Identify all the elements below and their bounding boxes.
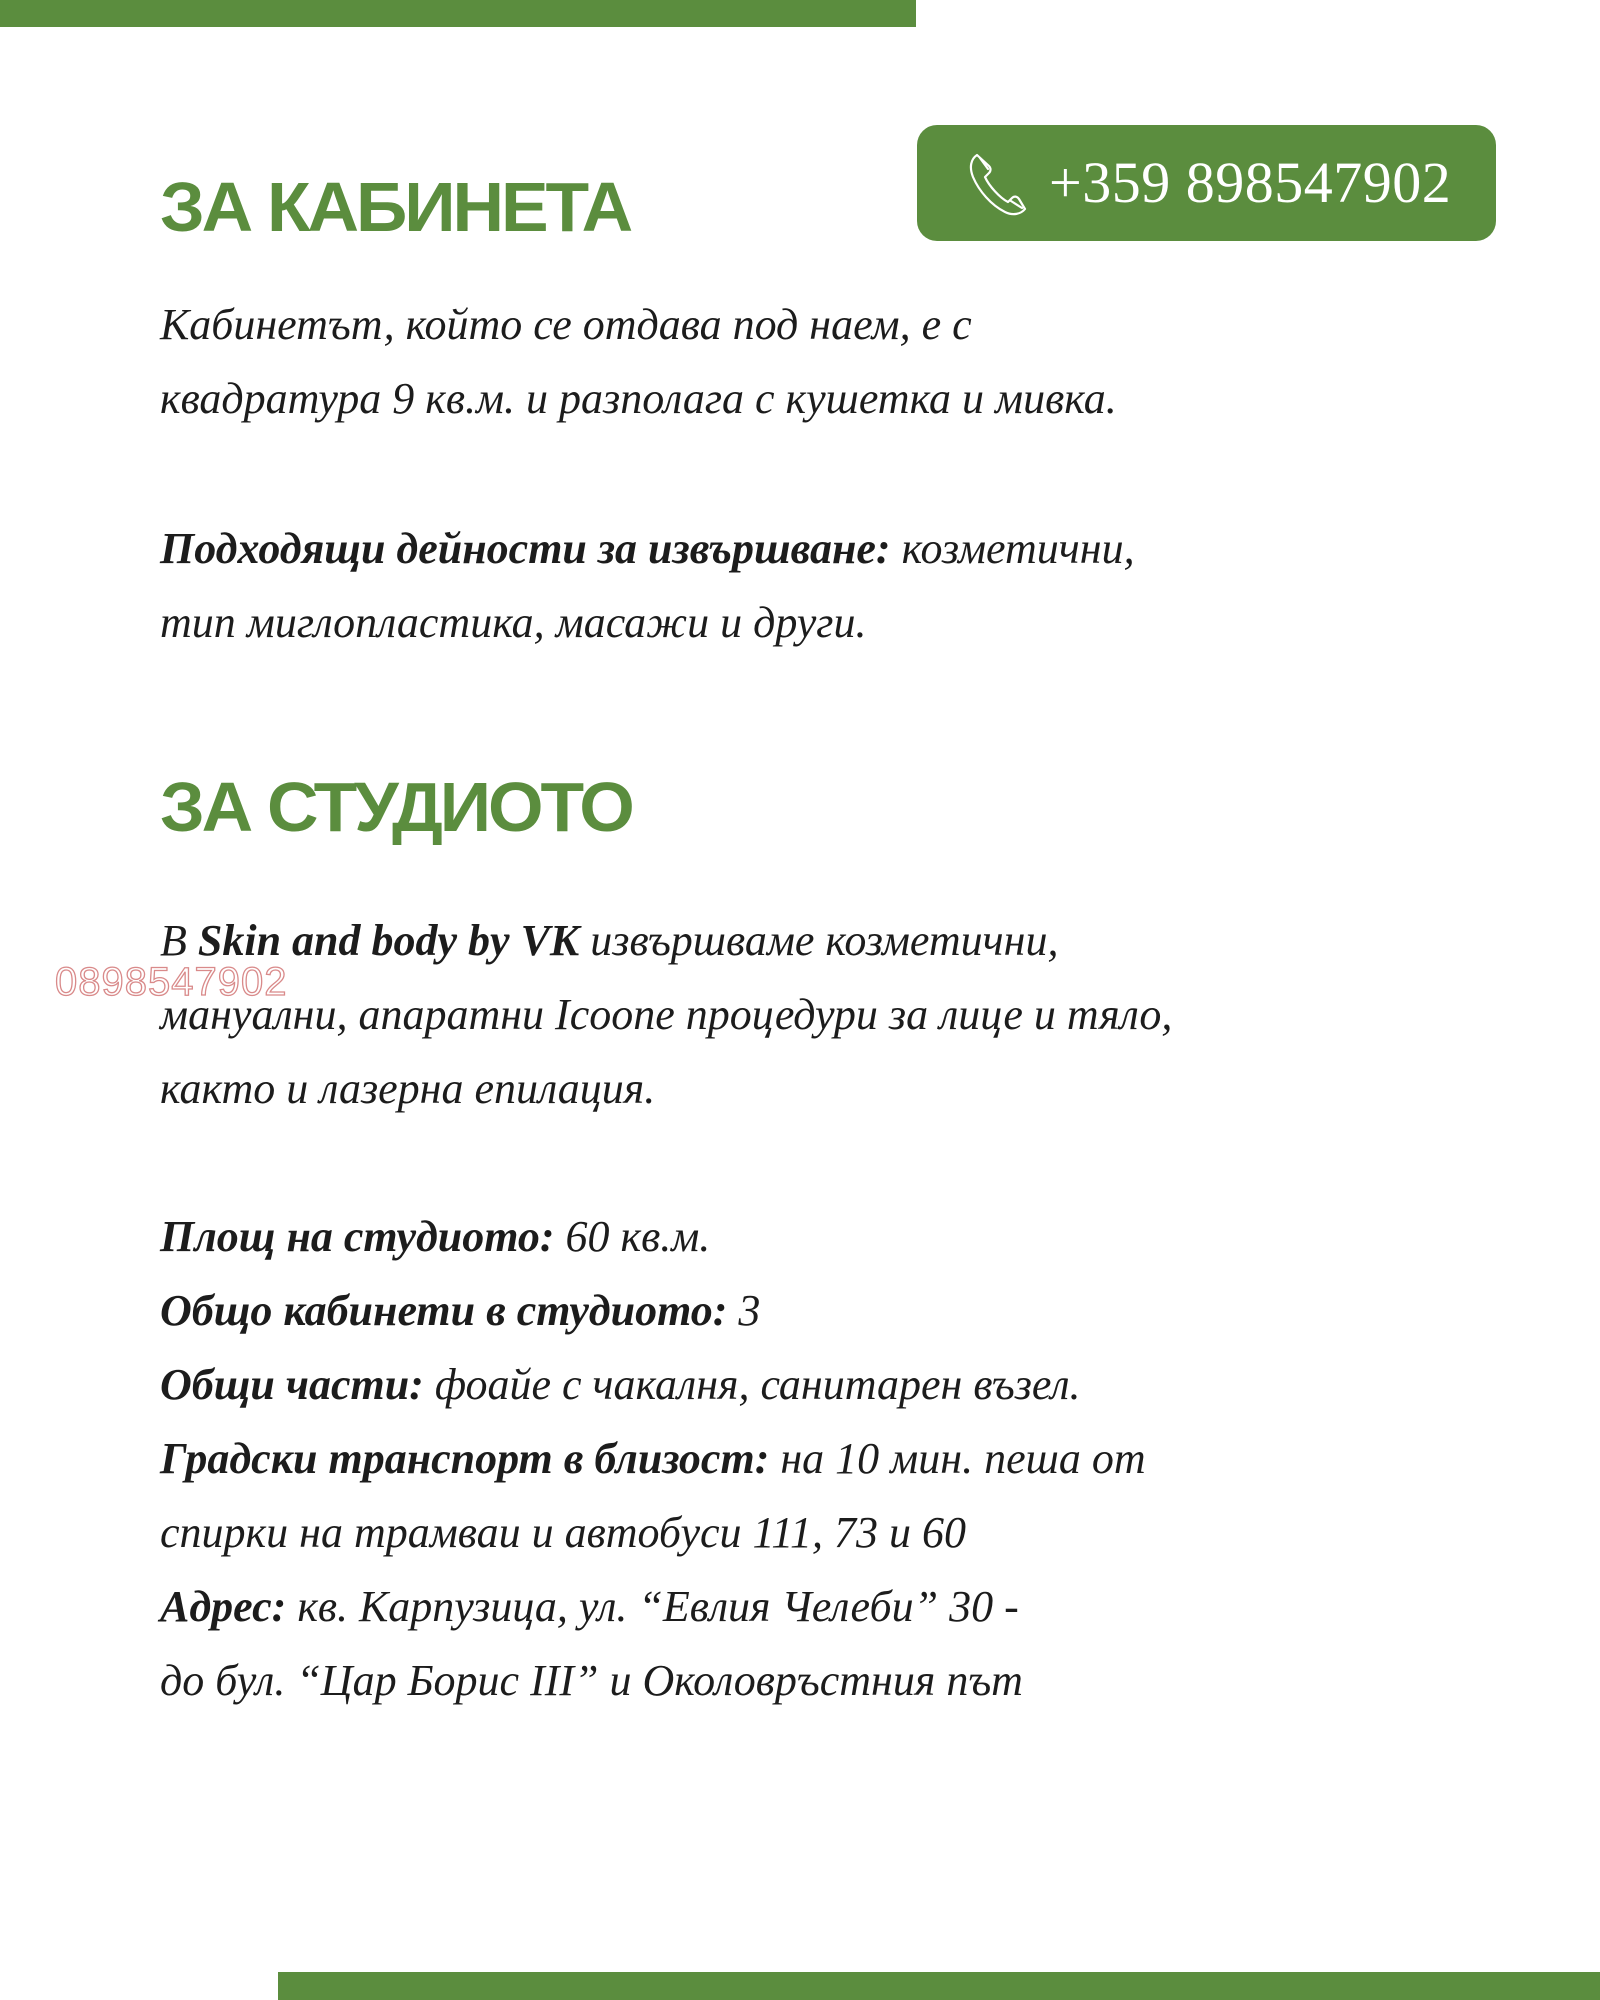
detail-area xyxy=(160,1200,1460,1274)
cabinet-description xyxy=(160,288,1460,436)
detail-label: Площ на студиото: xyxy=(160,1212,555,1261)
detail-value: фоайе с чакалня, санитарен възел. xyxy=(423,1360,1081,1409)
detail-label: Общо кабинети в студиото: xyxy=(160,1286,728,1335)
studio-intro xyxy=(160,904,1460,1126)
bottom-accent-bar xyxy=(278,1972,1600,2000)
studio-intro-line-2: мануални, апаратни Icoone процедури за лице и тяло, xyxy=(160,990,1173,1039)
studio-details xyxy=(160,1200,1460,1718)
phone-handset-icon xyxy=(967,149,1031,217)
phone-number: +359 898547902 xyxy=(1049,150,1452,215)
phone-watermark: 0898547902 xyxy=(55,960,288,1004)
detail-common-areas xyxy=(160,1348,1460,1422)
studio-intro-line-1 xyxy=(160,904,1460,978)
detail-label: Градски транспорт в близост: xyxy=(160,1434,770,1483)
activities-label: Подходящи дейности за извършване: xyxy=(160,524,891,573)
section-title-studio: ЗА СТУДИОТО xyxy=(160,768,632,846)
cabinet-description-line-1: Кабинетът, който се отдава под наем, е с xyxy=(160,300,972,349)
detail-value: 3 xyxy=(727,1286,761,1335)
detail-address xyxy=(160,1570,1460,1644)
detail-value: кв. Карпузица, ул. “Евлия Челеби” 30 - xyxy=(286,1582,1019,1631)
studio-intro-line-3: както и лазерна епилация. xyxy=(160,1064,656,1113)
detail-transport-continuation: спирки на трамваи и автобуси 111, 73 и 60 xyxy=(160,1508,966,1557)
detail-value: на 10 мин. пеша от xyxy=(769,1434,1146,1483)
cabinet-description-line-2: квадратура 9 кв.м. и разполага с кушетка и мивка. xyxy=(160,374,1117,423)
section-title-cabinet: ЗА КАБИНЕТА xyxy=(160,168,631,246)
cabinet-activities-line-2: тип миглопластика, масажи и други. xyxy=(160,598,867,647)
detail-label: Адрес: xyxy=(160,1582,287,1631)
intro-prefix: В xyxy=(160,916,198,965)
activities-value: козметични, xyxy=(890,524,1135,573)
detail-value: 60 кв.м. xyxy=(554,1212,711,1261)
cabinet-activities xyxy=(160,512,1460,660)
top-accent-bar xyxy=(0,0,916,27)
detail-cabinets xyxy=(160,1274,1460,1348)
cabinet-activities-line-1 xyxy=(160,512,1460,586)
detail-address-continuation: до бул. “Цар Борис III” и Околовръстния път xyxy=(160,1656,1023,1705)
detail-transport xyxy=(160,1422,1460,1496)
intro-rest: извършваме козметични, xyxy=(579,916,1059,965)
phone-contact-button[interactable] xyxy=(917,125,1496,241)
brand-name: Skin and body by VK xyxy=(197,916,580,965)
detail-label: Общи части: xyxy=(160,1360,424,1409)
